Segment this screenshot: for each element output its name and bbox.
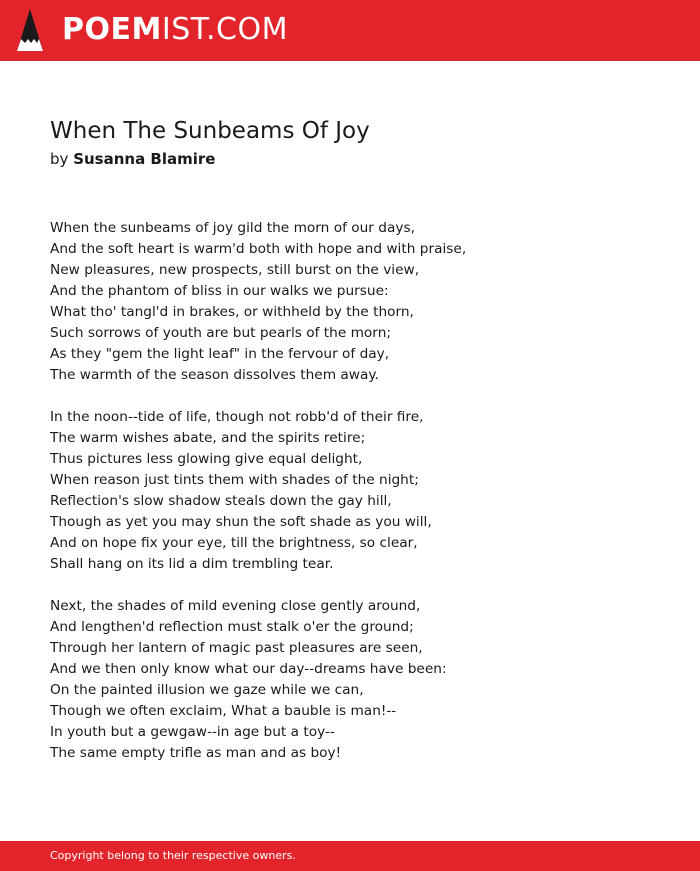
logo-text-bold: POEM xyxy=(62,12,162,47)
logo-text-light: IST.COM xyxy=(161,12,288,47)
poem-line: Thus pictures less glowing give equal delight, xyxy=(50,451,363,467)
poem-line: Reflection's slow shadow steals down the gay hill, xyxy=(50,493,392,509)
stanza xyxy=(50,218,670,386)
poem-line: Such sorrows of youth are but pearls of the morn; xyxy=(50,325,391,341)
site-header xyxy=(0,0,700,61)
poem-line: The warmth of the season dissolves them away. xyxy=(50,367,379,383)
poem-line: In the noon--tide of life, though not robb'd of their fire, xyxy=(50,409,424,425)
poem-body xyxy=(50,218,670,785)
poem-line: And the phantom of bliss in our walks we pursue: xyxy=(50,283,389,299)
poem-line: What tho' tangl'd in brakes, or withheld by the thorn, xyxy=(50,304,414,320)
poem-line: And on hope fix your eye, till the brightness, so clear, xyxy=(50,535,418,551)
poem-line: Shall hang on its lid a dim trembling tear. xyxy=(50,556,334,572)
copyright-text: Copyright belong to their respective owners. xyxy=(50,849,296,862)
site-footer xyxy=(0,841,700,871)
poem-line: The same empty trifle as man and as boy! xyxy=(50,745,342,761)
poem-line: And the soft heart is warm'd both with hope and with praise, xyxy=(50,241,467,257)
poem-line: In youth but a gewgaw--in age but a toy-- xyxy=(50,724,335,740)
poem-line: Though as yet you may shun the soft shade as you will, xyxy=(50,514,432,530)
poem-line: As they "gem the light leaf" in the fervour of day, xyxy=(50,346,390,362)
site-logo[interactable] xyxy=(62,13,288,47)
poem-line: The warm wishes abate, and the spirits retire; xyxy=(50,430,366,446)
stanza xyxy=(50,407,670,575)
poem-byline xyxy=(50,149,215,169)
poem-line: When reason just tints them with shades of the night; xyxy=(50,472,419,488)
poem-line: On the painted illusion we gaze while we can, xyxy=(50,682,364,698)
stanza xyxy=(50,596,670,764)
poem-line: And lengthen'd reflection must stalk o'er the ground; xyxy=(50,619,414,635)
poem-line: Through her lantern of magic past pleasures are seen, xyxy=(50,640,423,656)
pencil-tip-icon[interactable] xyxy=(17,9,43,51)
poem-line: When the sunbeams of joy gild the morn of our days, xyxy=(50,220,415,236)
author-name: Susanna Blamire xyxy=(73,150,216,168)
poem-line: Next, the shades of mild evening close gently around, xyxy=(50,598,421,614)
poem-title: When The Sunbeams Of Joy xyxy=(50,118,370,144)
by-label: by xyxy=(50,150,69,168)
poem-line: And we then only know what our day--dreams have been: xyxy=(50,661,447,677)
poem-line: Though we often exclaim, What a bauble is man!-- xyxy=(50,703,397,719)
poem-line: New pleasures, new prospects, still burst on the view, xyxy=(50,262,420,278)
